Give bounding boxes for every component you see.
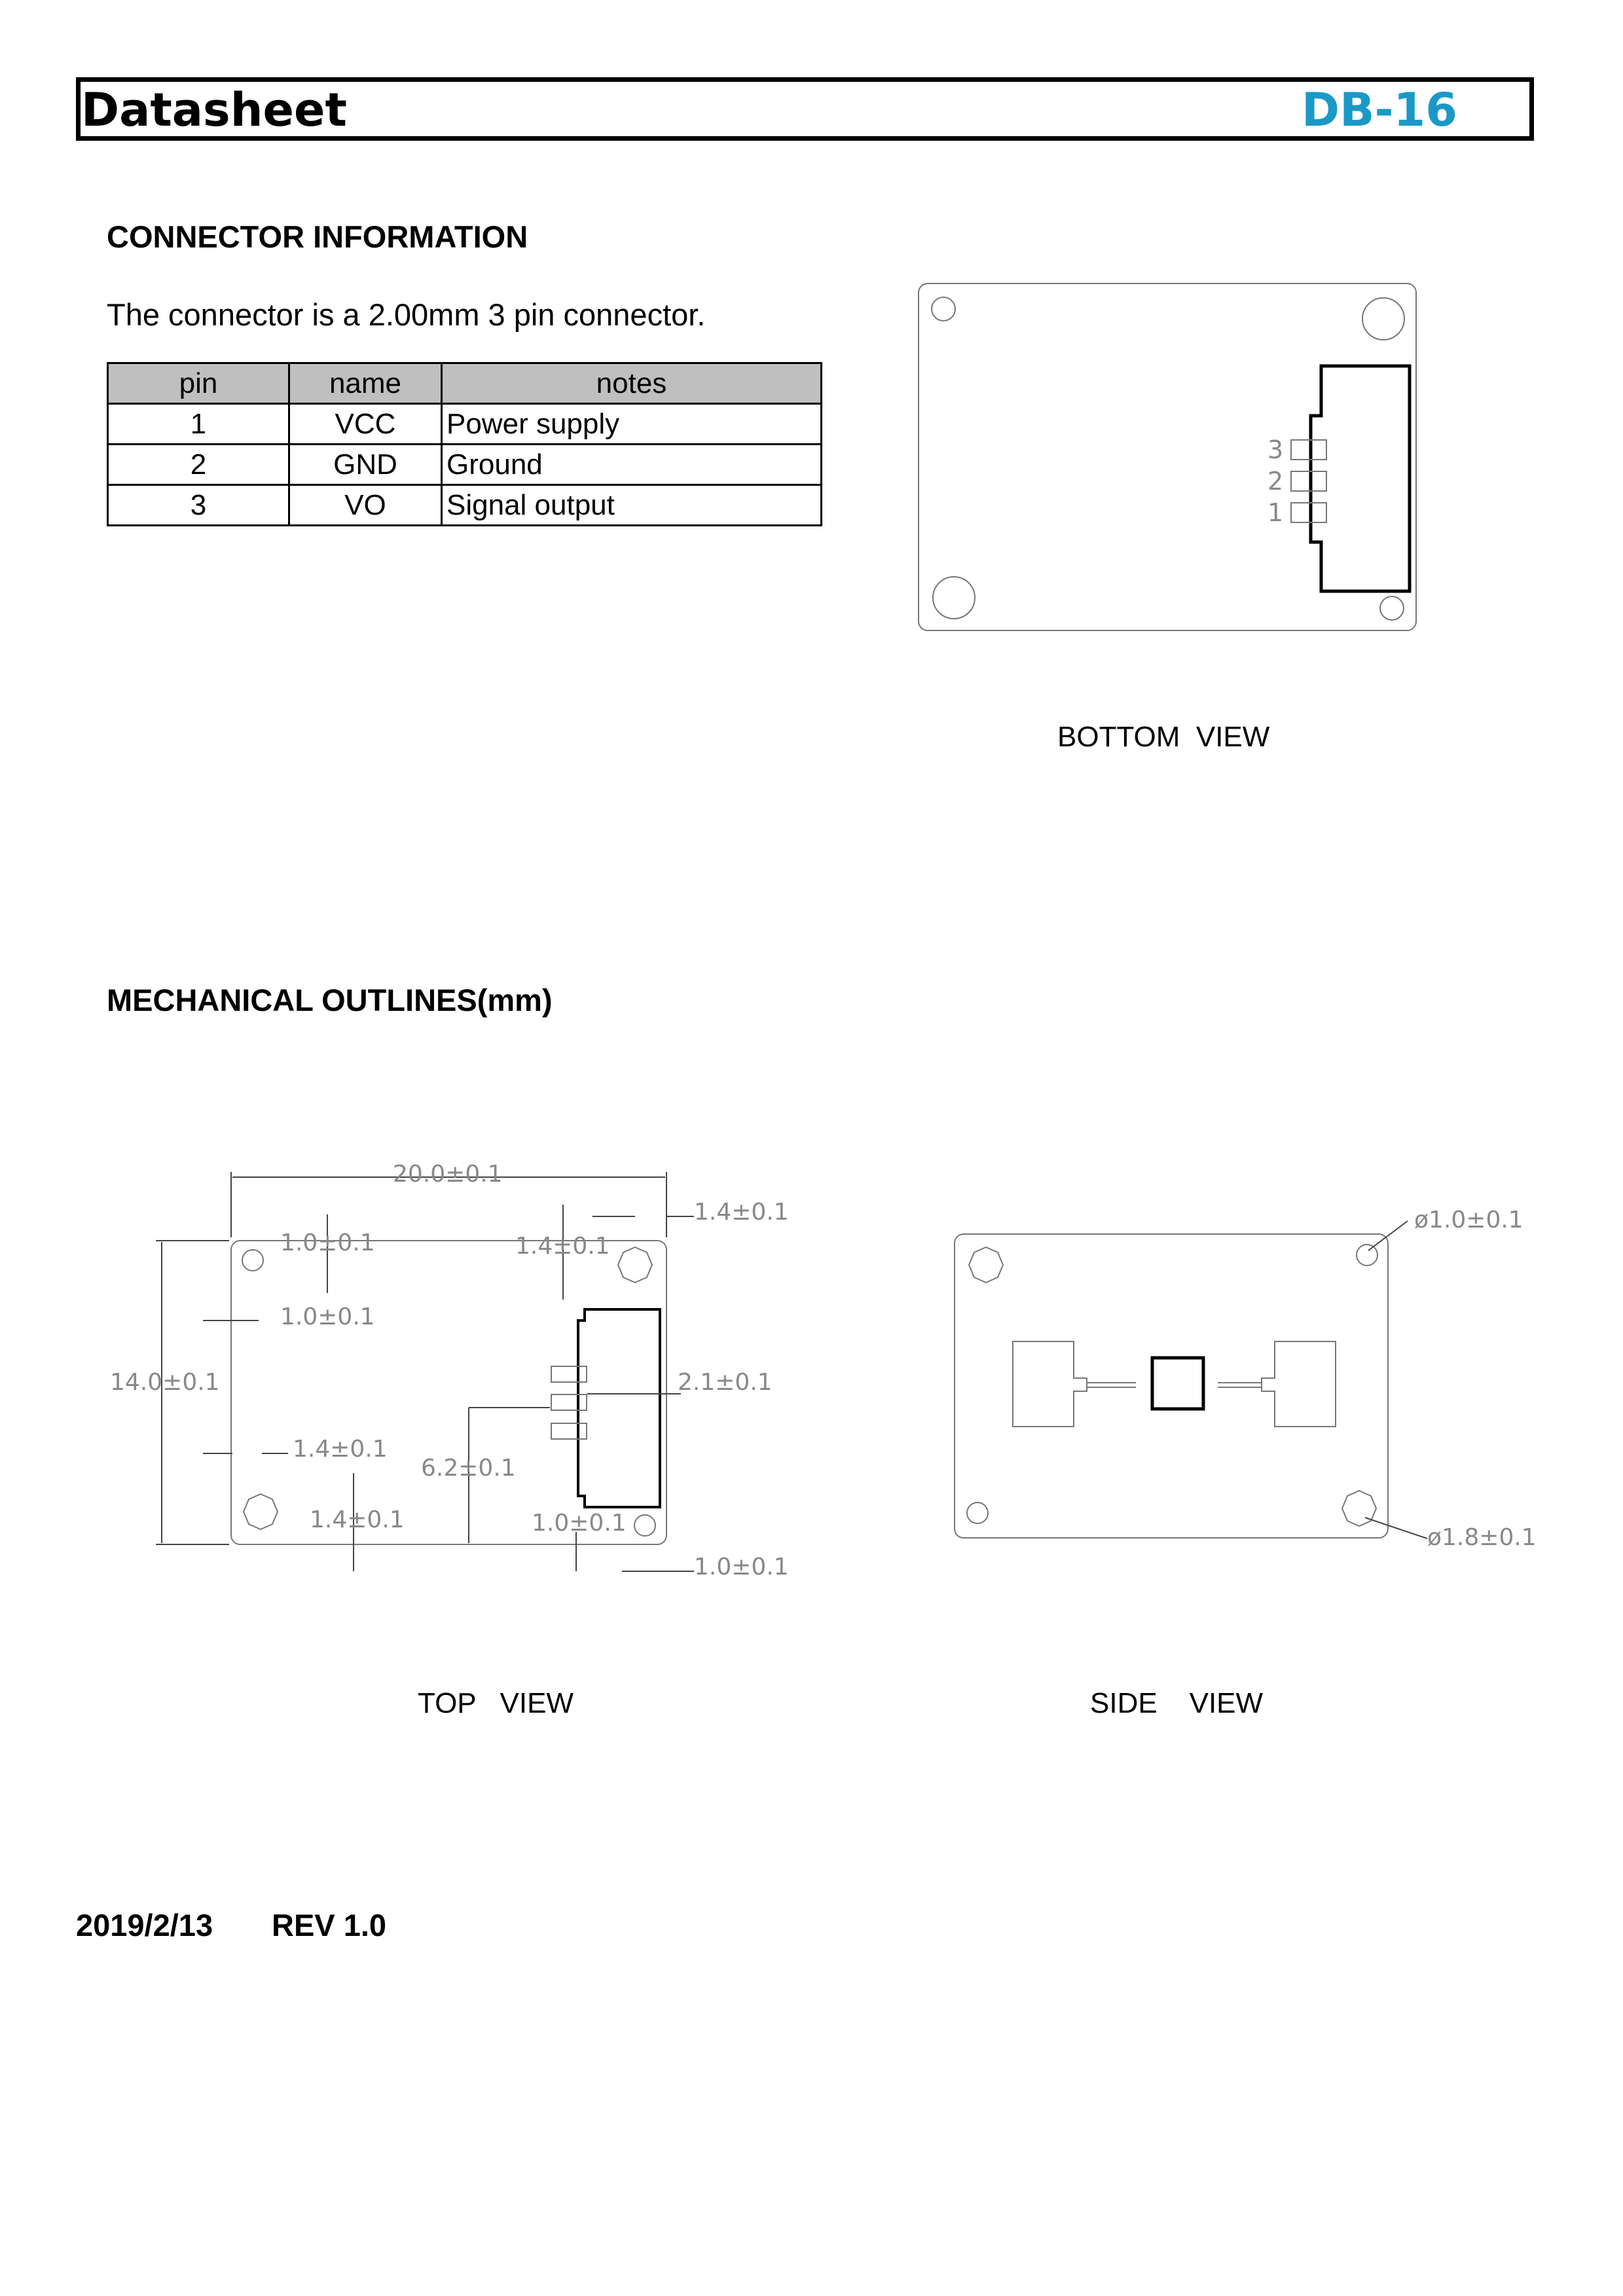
part-number: DB-16 <box>1302 83 1457 137</box>
footer-revision: REV 1.0 <box>272 1908 387 1942</box>
bottom-view-drawing <box>919 283 1416 630</box>
mounting-hole-icon <box>1362 298 1404 340</box>
connector-outline <box>578 1309 660 1507</box>
mounting-hole-icon <box>932 297 955 321</box>
dimension-label: 14.0±0.1 <box>110 1369 220 1396</box>
side-view-drawing <box>955 1207 1537 1551</box>
mounting-hole-icon <box>1380 596 1404 620</box>
notes-cell: Power supply <box>442 404 822 445</box>
top-view-label: TOP VIEW <box>418 1687 574 1719</box>
name-cell: GND <box>289 445 442 485</box>
mounting-hole-icon <box>967 1503 988 1523</box>
pin-pad <box>1291 440 1326 460</box>
name-cell: VO <box>289 485 442 526</box>
pin-pad <box>1291 471 1326 491</box>
document-title: Datasheet <box>81 83 347 137</box>
board-outline <box>955 1234 1388 1538</box>
side-view-label: SIDE VIEW <box>1090 1687 1264 1719</box>
bottom-view-label: BOTTOM VIEW <box>1057 721 1270 753</box>
footer-date: 2019/2/13 <box>76 1908 213 1942</box>
notes-cell: Signal output <box>442 485 822 526</box>
pad-right <box>1262 1341 1336 1427</box>
pin-number-label: 1 <box>1267 498 1284 527</box>
dimension-label: 1.0±0.1 <box>694 1554 789 1580</box>
mounting-hole-icon <box>634 1515 655 1536</box>
dimension-label: 1.4±0.1 <box>515 1233 610 1260</box>
connector-outline <box>1311 366 1410 591</box>
pad-left <box>1013 1341 1087 1427</box>
dimension-label: 6.2±0.1 <box>421 1455 516 1482</box>
dimension-label: ø1.8±0.1 <box>1427 1524 1537 1551</box>
pin-pad <box>551 1394 587 1410</box>
connector-intro: The connector is a 2.00mm 3 pin connector. <box>107 297 706 332</box>
mounting-hole-icon <box>969 1247 1003 1283</box>
mounting-hole-icon <box>933 577 975 619</box>
notes-cell: Ground <box>442 445 822 485</box>
name-cell: VCC <box>289 404 442 445</box>
pin-pad <box>1291 503 1326 522</box>
dimension-label: 1.0±0.1 <box>280 1303 375 1330</box>
mounting-hole-icon <box>1342 1491 1376 1526</box>
dimension-label: 1.0±0.1 <box>280 1230 375 1256</box>
connector-heading: CONNECTOR INFORMATION <box>107 219 528 254</box>
column-header-pin: pin <box>108 363 289 404</box>
pin-pad <box>551 1366 587 1382</box>
dimension-label: 1.4±0.1 <box>694 1199 789 1226</box>
pin-cell: 2 <box>108 445 289 485</box>
mounting-hole-icon <box>618 1247 652 1283</box>
dimension-label: 20.0±0.1 <box>393 1161 503 1188</box>
column-header-notes: notes <box>442 363 822 404</box>
dimension-label: 1.4±0.1 <box>293 1436 388 1463</box>
dimension-label: ø1.0±0.1 <box>1414 1207 1523 1233</box>
pin-cell: 3 <box>108 485 289 526</box>
top-view-drawing <box>110 1161 789 1580</box>
column-header-name: name <box>289 363 442 404</box>
dimension-label: 1.4±0.1 <box>310 1506 405 1533</box>
mechanical-heading: MECHANICAL OUTLINES(mm) <box>107 983 553 1017</box>
sensor-chip <box>1152 1358 1203 1409</box>
board-outline <box>919 283 1416 630</box>
pin-cell: 1 <box>108 404 289 445</box>
board-outline <box>231 1241 666 1544</box>
dimension-label: 2.1±0.1 <box>678 1369 773 1396</box>
mounting-hole-icon <box>1357 1245 1377 1266</box>
dimension-label: 1.0±0.1 <box>532 1510 627 1537</box>
pin-number-label: 2 <box>1267 467 1284 496</box>
mounting-hole-icon <box>242 1250 263 1271</box>
pin-pad <box>551 1423 587 1439</box>
mounting-hole-icon <box>244 1494 278 1529</box>
pin-number-label: 3 <box>1267 435 1284 464</box>
